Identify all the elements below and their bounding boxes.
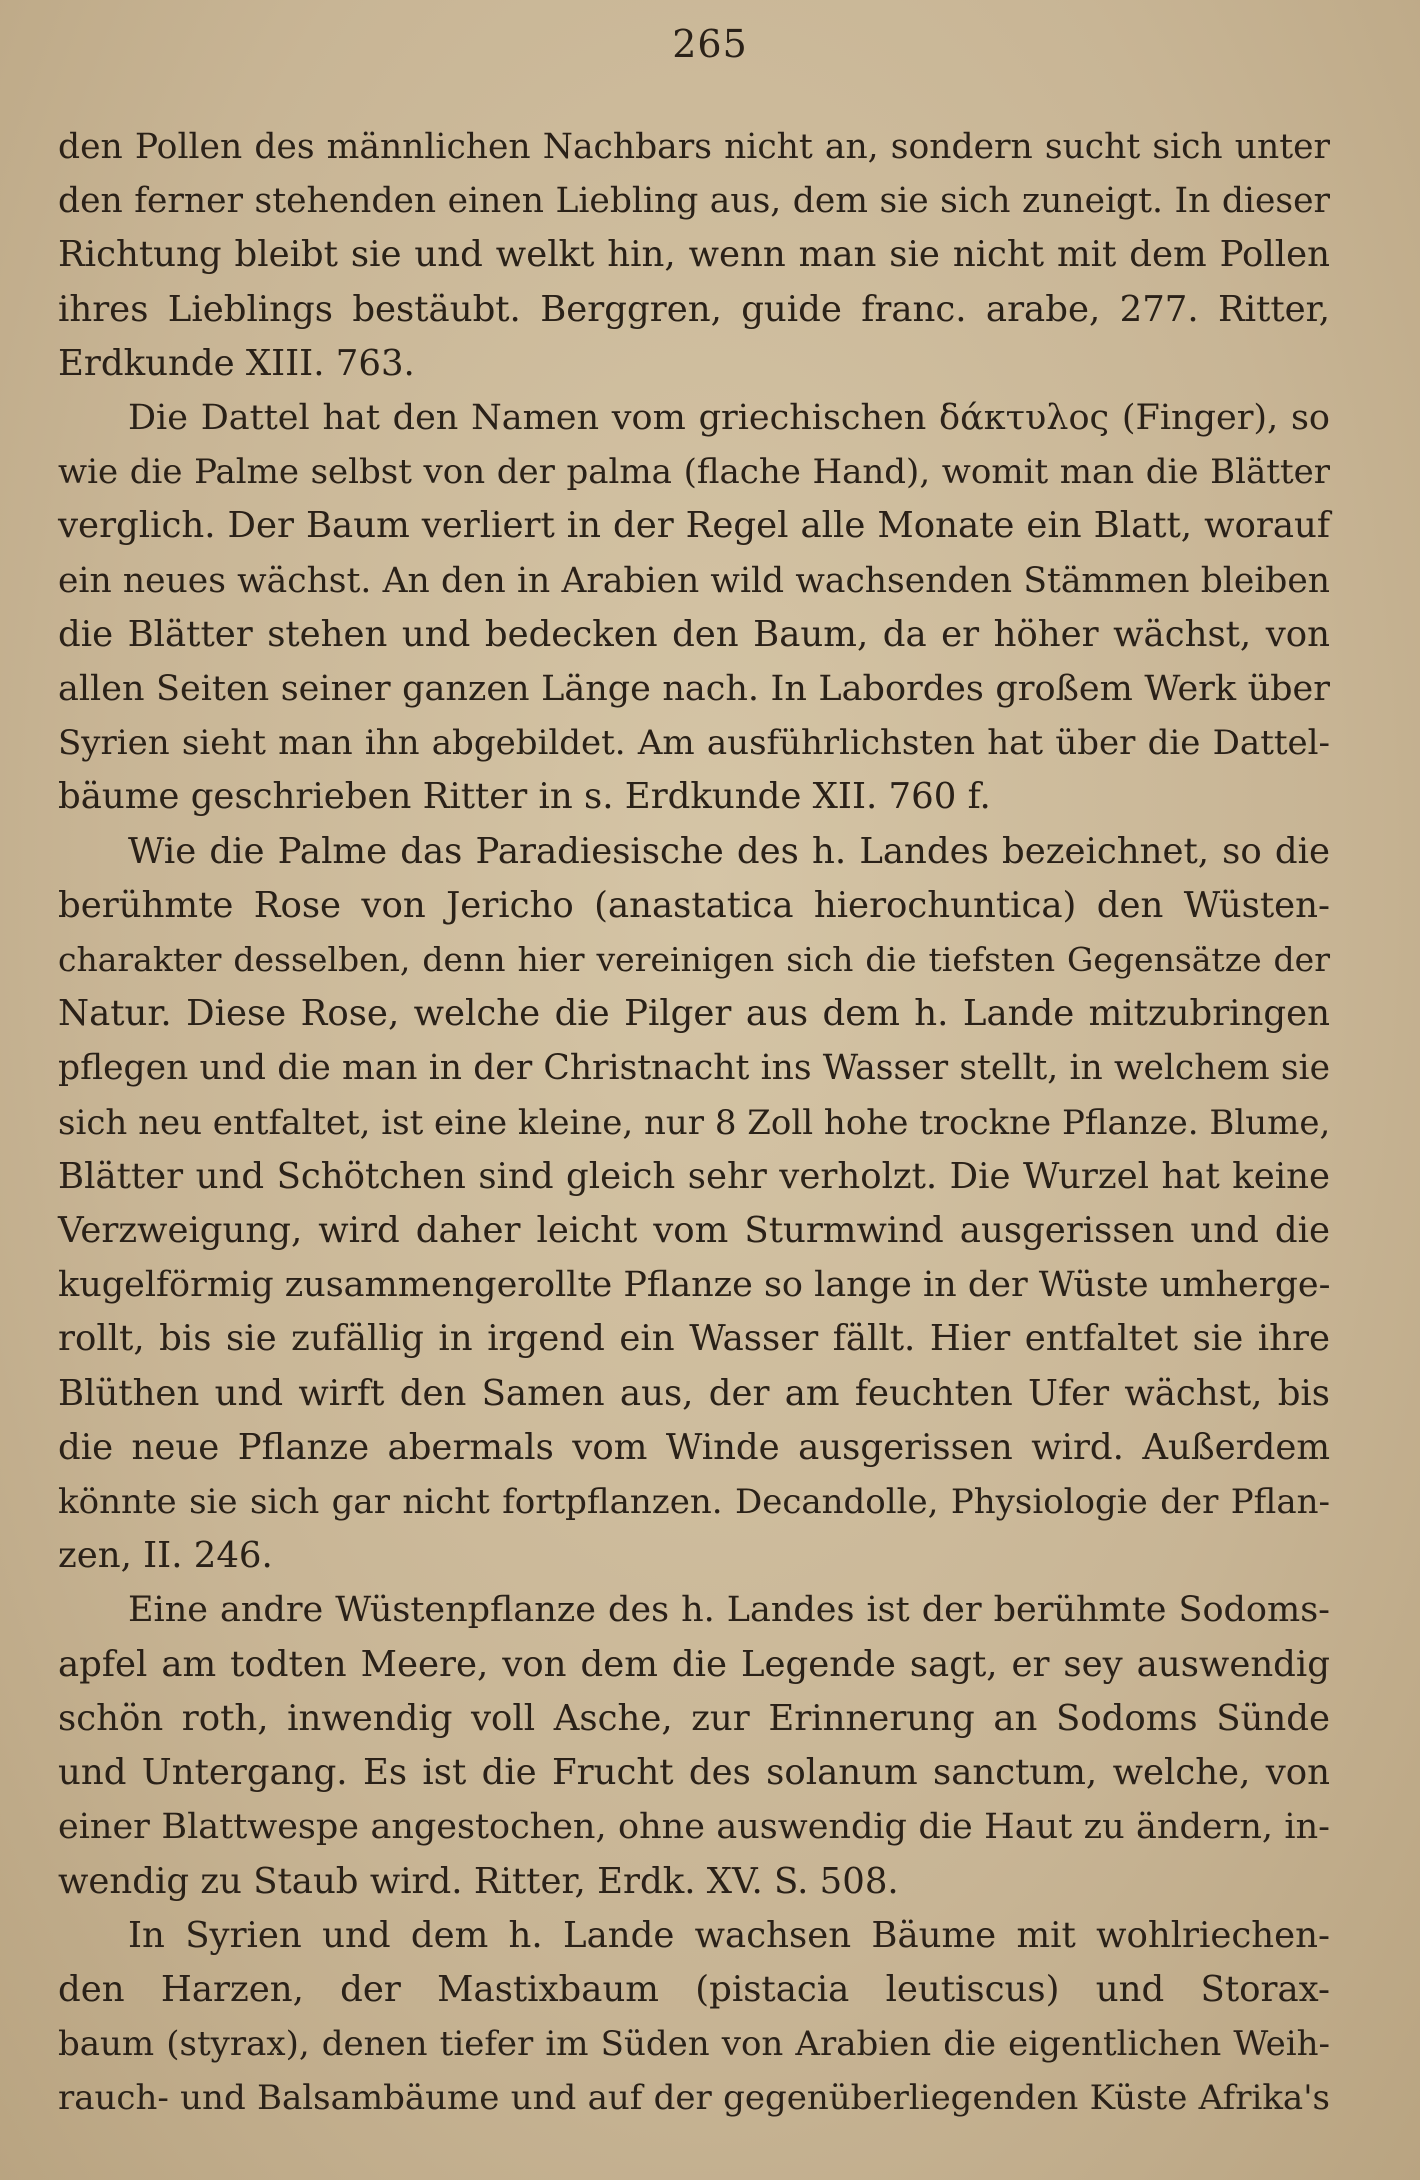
text-line: einer Blattwespe angestochen, ohne auswendig die Haut zu ändern, in-: [58, 1807, 1330, 1848]
text-line: ihres Lieblings bestäubt. Berggren, guide franc. arabe, 277. Ritter,: [58, 288, 1330, 330]
text-line: Syrien sieht man ihn abgebildet. Am ausführlichsten hat über die Dattel-: [58, 723, 1330, 764]
text-line: baum (styrax), denen tiefer im Süden von Arabien die eigentlichen Weih-: [58, 2024, 1330, 2065]
text-line: könnte sie sich gar nicht fortpflanzen. Decandolle, Physiologie der Pflan-: [58, 1482, 1330, 1523]
text-line: und Untergang. Es ist die Frucht des solanum sanctum, welche, von: [58, 1752, 1330, 1794]
text-line: allen Seiten seiner ganzen Länge nach. In Labordes großem Werk über: [58, 669, 1330, 710]
text-line: schön roth, inwendig voll Asche, zur Erinnerung an Sodoms Sünde: [58, 1697, 1330, 1739]
text-line: Blüthen und wirft den Samen aus, der am feuchten Ufer wächst, bis: [58, 1372, 1330, 1414]
text-line: Erdkunde XIII. 763.: [58, 342, 415, 384]
text-line: sich neu entfaltet, ist eine kleine, nur 8 Zoll hohe trockne Pflanze. Blume,: [58, 1102, 1331, 1143]
text-line: die Blätter stehen und bedecken den Baum, da er höher wächst, von: [58, 613, 1330, 655]
text-line: die neue Pflanze abermals vom Winde ausgerissen wird. Außerdem: [58, 1426, 1330, 1468]
text-line: Verzweigung, wird daher leicht vom Sturmwind ausgerissen und die: [58, 1210, 1330, 1252]
text-line: Die Dattel hat den Namen vom griechischen δάκτυλος (Finger), so: [128, 398, 1330, 439]
text-line: den Harzen, der Mastixbaum (pistacia leutiscus) und Storax-: [58, 1968, 1330, 2010]
text-line: Eine andre Wüstenpflanze des h. Landes ist der berühmte Sodoms-: [128, 1590, 1330, 1631]
text-line: wie die Palme selbst von der palma (flache Hand), womit man die Blätter: [58, 452, 1330, 493]
text-line: In Syrien und dem h. Lande wachsen Bäume mit wohlriechen-: [128, 1914, 1330, 1956]
text-line: wendig zu Staub wird. Ritter, Erdk. XV. S. 508.: [58, 1860, 899, 1902]
text-line: zen, II. 246.: [58, 1535, 273, 1577]
text-line: berühmte Rose von Jericho (anastatica hierochuntica) den Wüsten-: [58, 884, 1330, 926]
text-line: bäume geschrieben Ritter in s. Erdkunde XII. 760 f.: [58, 776, 991, 818]
text-line: den Pollen des männlichen Nachbars nicht an, sondern sucht sich unter: [58, 127, 1330, 167]
text-line: ein neues wächst. An den in Arabien wild wachsenden Stämmen bleiben: [58, 560, 1330, 601]
text-line: kugelförmig zusammengerollte Pflanze so lange in der Wüste umherge-: [58, 1265, 1331, 1306]
text-line: Blätter und Schötchen sind gleich sehr verholzt. Die Wurzel hat keine: [58, 1155, 1330, 1197]
page-number: 265: [672, 22, 748, 66]
text-line: charakter desselben, denn hier vereinigen sich die tiefsten Gegensätze der: [58, 940, 1330, 980]
body-text: [58, 120, 1330, 2126]
text-line: den ferner stehenden einen Liebling aus, dem sie sich zuneigt. In dieser: [58, 181, 1330, 222]
text-line: rauch- und Balsambäume und auf der gegenüberliegenden Küste Afrika's: [58, 2078, 1330, 2119]
text-line: Natur. Diese Rose, welche die Pilger aus dem h. Lande mitzubringen: [58, 993, 1330, 1035]
text-line: Richtung bleibt sie und welkt hin, wenn man sie nicht mit dem Pollen: [58, 234, 1330, 276]
text-line: pflegen und die man in der Christnacht ins Wasser stellt, in welchem sie: [58, 1048, 1330, 1089]
text-line: verglich. Der Baum verliert in der Regel alle Monate ein Blatt, worauf: [58, 505, 1330, 547]
text-line: rollt, bis sie zufällig in irgend ein Wasser fällt. Hier entfaltet sie ihre: [58, 1318, 1330, 1360]
text-line: apfel am todten Meere, von dem die Legende sagt, er sey auswendig: [58, 1643, 1330, 1685]
text-line: Wie die Palme das Paradiesische des h. Landes bezeichnet, so die: [128, 830, 1330, 872]
